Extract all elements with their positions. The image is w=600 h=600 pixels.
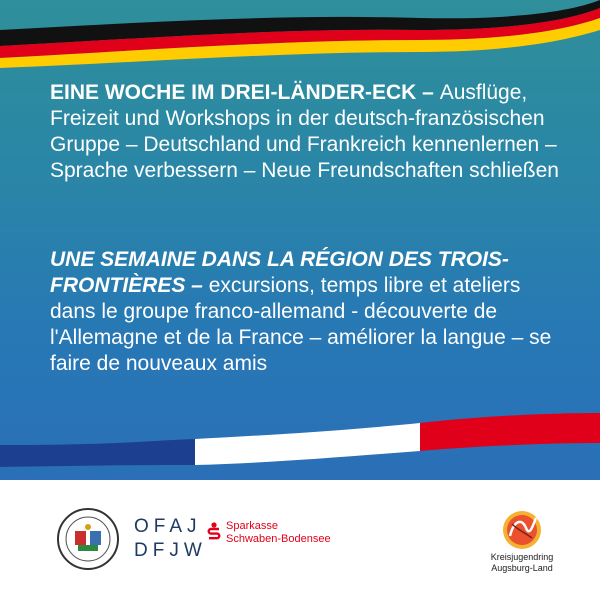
french-text <box>50 247 570 377</box>
french-flag-wave <box>0 395 600 470</box>
kreisjugendring-region: Augsburg-Land <box>491 563 553 573</box>
ofaj-label: OFAJ <box>134 516 202 537</box>
french-body: excursions, temps libre et ateliers dans le groupe franco-allemand - découverte de l'Allemagne et de la France – améliorer la langue – se faire de nouveaux amis <box>50 274 552 375</box>
french-headline: UNE SEMAINE DANS LA RÉGION DES TROIS-FRONTIÈRES – <box>50 248 509 297</box>
german-headline: EINE WOCHE IM DREI-LÄNDER-ECK – <box>50 81 440 104</box>
kreisjugendring-name: Kreisjugendring <box>490 552 554 562</box>
dfjw-label: DFJW <box>134 540 207 561</box>
kreisjugendring-wordmark <box>488 552 556 574</box>
kreisjugendring-logo <box>488 508 556 574</box>
partnership-seal-icon <box>56 507 120 571</box>
german-body: Ausflüge, Freizeit und Workshops in der deutsch-französischen Gruppe – Deutschland und Frankreich kennenlernen – Sprache verbessern – Neue Freundschaften schließen <box>50 81 559 182</box>
sparkasse-name: Sparkasse <box>226 520 278 532</box>
sparkasse-region: Schwaben-Bodensee <box>226 533 331 545</box>
kreisjugendring-emblem-icon <box>500 508 544 552</box>
sparkasse-s-icon <box>207 522 221 542</box>
sparkasse-wordmark <box>226 520 376 546</box>
ofaj-dfjw-logo <box>134 515 207 563</box>
german-text <box>50 80 570 184</box>
sponsor-footer <box>0 480 600 600</box>
german-flag-wave <box>0 0 600 70</box>
